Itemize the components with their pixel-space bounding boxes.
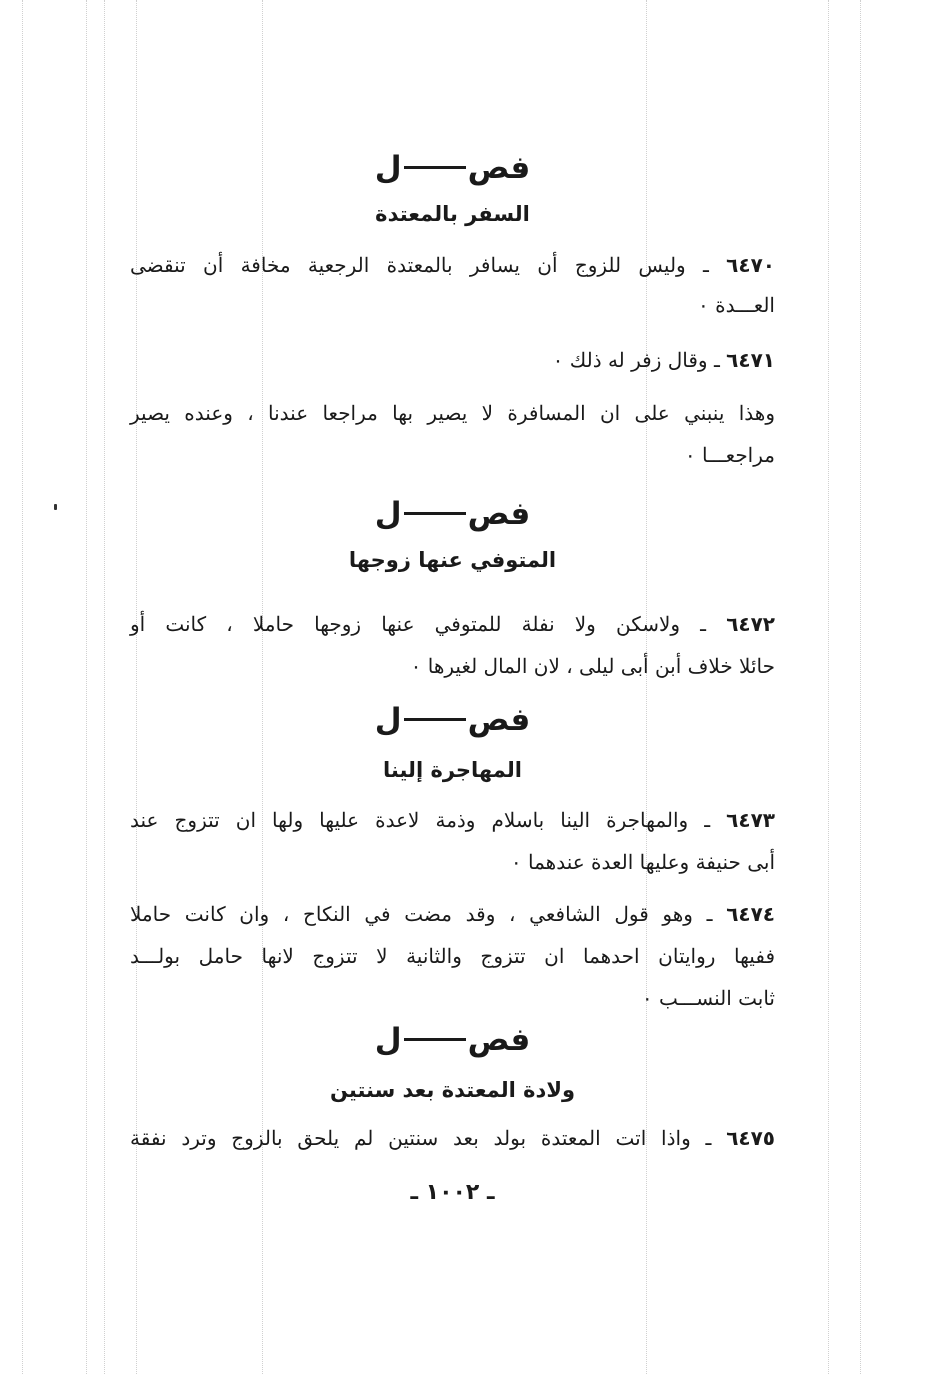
article-number: ٦٤٧٠ xyxy=(726,253,775,277)
section-subtitle: المتوفي عنها زوجها xyxy=(348,548,557,572)
article-number: ٦٤٧٤ xyxy=(726,902,776,926)
paragraph-line xyxy=(130,614,775,634)
section-heading-label: فصل xyxy=(374,496,531,532)
paragraph-line xyxy=(130,1128,775,1148)
line-text: حائلا خلاف أبن أبى ليلى ، لان المال لغيرها ٠ xyxy=(410,654,775,678)
paragraph-line xyxy=(553,350,775,370)
line-text: ـ وهو قول الشافعي ، وقد مضت في النكاح ، وان كانت حاملا xyxy=(130,902,713,926)
section-heading xyxy=(130,496,775,532)
document-page xyxy=(130,0,775,1374)
scan-artifact-line xyxy=(86,0,87,1374)
line-text: العـــدة ٠ xyxy=(698,293,775,317)
paragraph-line xyxy=(130,403,775,423)
page-number: ـ ١٠٠٢ ـ xyxy=(410,1180,495,1205)
article-number: ٦٤٧٥ xyxy=(726,1126,776,1150)
scan-artifact-line xyxy=(104,0,105,1374)
section-heading-label: فصل xyxy=(374,702,531,738)
scan-artifact-line xyxy=(22,0,23,1374)
line-text: ثابت النســـب ٠ xyxy=(641,986,775,1010)
article-number: ٦٤٧٢ xyxy=(726,612,776,636)
scan-artifact-line xyxy=(828,0,829,1374)
paragraph-line xyxy=(511,852,775,872)
paragraph-line xyxy=(685,445,775,465)
paragraph-line xyxy=(130,946,775,966)
section-heading xyxy=(130,1022,775,1058)
line-text: ـ وليس للزوج أن يسافر بالمعتدة الرجعية مخافة أن تنقضى xyxy=(130,253,709,277)
line-text: ففيها روايتان احدهما ان تتزوج والثانية لا تتزوج لانها حامل بولـــد xyxy=(130,944,775,968)
line-text: أبى حنيفة وعليها العدة عندهما ٠ xyxy=(510,850,775,874)
article-number: ٦٤٧١ xyxy=(726,348,775,372)
section-heading-label: فصل xyxy=(374,150,531,186)
paragraph-line xyxy=(130,810,775,830)
section-heading xyxy=(130,702,775,738)
section-heading xyxy=(130,150,775,186)
line-text: ـ واذا اتت المعتدة بولد بعد سنتين لم يلحق بالزوج وترد نفقة xyxy=(130,1126,712,1150)
line-text: وهذا ينبني على ان المسافرة لا يصير بها مراجعا عندنا ، وعنده يصير xyxy=(130,401,775,425)
stray-ink-mark xyxy=(54,504,57,510)
line-text: مراجعـــا ٠ xyxy=(684,443,775,467)
section-heading-label: فصل xyxy=(374,1022,531,1058)
paragraph-line xyxy=(411,656,775,676)
section-subtitle: السفر بالمعتدة xyxy=(375,202,530,226)
paragraph-line xyxy=(642,988,775,1008)
line-text: ـ والمهاجرة الينا باسلام وذمة لاعدة عليها ولها ان تتزوج عند xyxy=(130,808,711,832)
line-text: ـ ولاسكن ولا نفلة للمتوفي عنها زوجها حاملا ، كانت أو xyxy=(130,612,707,636)
scan-artifact-line xyxy=(860,0,861,1374)
section-subtitle: ولادة المعتدة بعد سنتين xyxy=(329,1078,576,1102)
paragraph-line xyxy=(130,904,775,924)
article-number: ٦٤٧٣ xyxy=(726,808,775,832)
line-text: ـ وقال زفر له ذلك ٠ xyxy=(552,348,720,372)
paragraph-line xyxy=(130,255,775,275)
paragraph-line xyxy=(698,295,775,315)
section-subtitle: المهاجرة إلينا xyxy=(383,758,522,782)
